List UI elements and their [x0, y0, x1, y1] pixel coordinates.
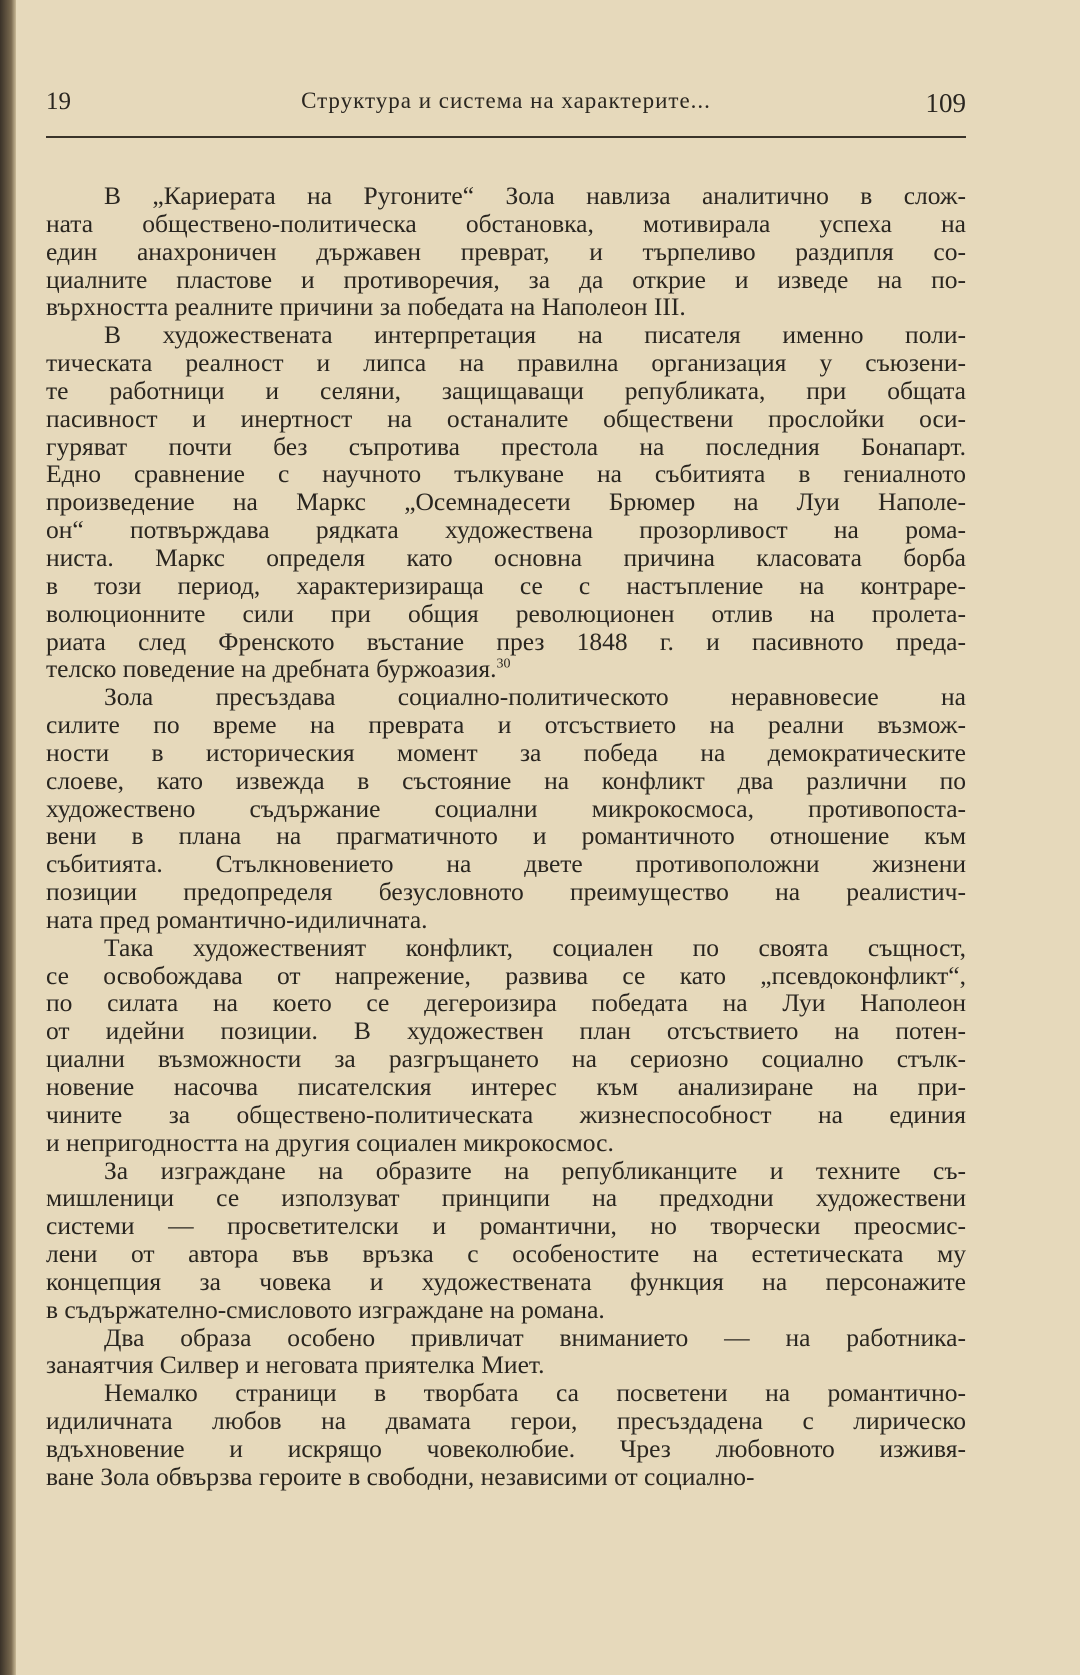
text-line: ности в историческия момент за победа на демократическите: [46, 737, 966, 767]
paragraph: [46, 683, 966, 934]
text-line: циални възможности за разгръщането на сериозно социално стълк-: [46, 1044, 966, 1074]
text-line: В художествената интерпретация на писателя именно поли-: [104, 320, 966, 350]
text-line: гуряват почти без съпротива престола на последния Бонапарт.: [46, 431, 966, 461]
text-line: чините за обществено-политическата жизнеспособност на единия: [46, 1099, 966, 1129]
text-line: он“ потвърждава рядката художествена прозорливост на рома-: [46, 515, 966, 545]
text-line: от идейни позиции. В художествен план отсъствието на потен-: [46, 1016, 966, 1046]
text-line: В „Кариерата на Ругоните“ Зола навлиза аналитично в слож-: [104, 181, 966, 210]
text-line: занаятчия Силвер и неговата приятелка Миет.: [46, 1350, 545, 1380]
running-title: Структура и система на характерите...: [301, 88, 711, 113]
text-line: ване Зола обвързва героите в свободни, независими от социално-: [46, 1461, 755, 1491]
paragraph: [46, 1157, 966, 1324]
text-line: Два образа особено привличат вниманието — на работника-: [104, 1322, 966, 1352]
book-spine-edge: [0, 0, 16, 1675]
chapter-number: 19: [46, 88, 71, 115]
text-line: вени в плана на прагматичното и романтичното отношение към: [46, 821, 966, 851]
text-line: по силата на което се дегероизира победата на Луи Наполеон: [46, 988, 966, 1018]
text-line: върхността реалните причини за победата на Наполеон III.: [46, 292, 686, 322]
text-line: в този период, характеризираща се с настъпление на контраре-: [46, 570, 966, 600]
text-line: се освобождава от напрежение, развива се като „псевдоконфликт“,: [46, 960, 966, 990]
footnote-reference: 30: [496, 656, 511, 672]
text-line: и непригодността на другия социален микрокосмос.: [46, 1127, 614, 1157]
paragraph: [46, 182, 966, 321]
text-line: ната пред романтично-идиличната.: [46, 904, 428, 934]
text-line: циалните пластове и противоречия, за да открие и изведе на по-: [46, 264, 966, 294]
text-line: Едно сравнение с научното тълкуване на събитията в гениалното: [46, 459, 966, 489]
text-line: концепция за човека и художествената функция на персонажите: [46, 1266, 966, 1296]
text-line: риата след Френското въстание през 1848 г. и пасивното преда-: [46, 626, 966, 656]
text-line: мишленици се използуват принципи на предходни художествени: [46, 1183, 966, 1213]
text-line: ниста. Маркс определя като основна причина класовата борба: [46, 542, 966, 572]
page-number: 109: [925, 88, 966, 118]
text-line: силите по време на преврата и отсъствието на реални възмож-: [46, 710, 966, 740]
text-line: ната обществено-политическа обстановка, мотивирала успеха на: [46, 208, 966, 238]
text-line: позиции предопределя безусловното преимущество на реалистич-: [46, 877, 966, 907]
text-line: събитията. Стълкновението на двете противоположни жизнени: [46, 849, 966, 879]
text-line: слоеве, като извежда в състояние на конфликт два различни по: [46, 765, 966, 795]
text-line: новение насочва писателския интерес към анализиране на при-: [46, 1072, 966, 1101]
running-header: [46, 88, 966, 122]
text-line: Така художественият конфликт, социален по своята същност,: [104, 932, 966, 962]
text-line: пасивност и инертност на останалите обществени прослойки оси-: [46, 403, 966, 433]
body-text: [46, 182, 966, 1491]
text-line: произведение на Маркс „Осемнадесети Брюмер на Луи Наполе-: [46, 487, 966, 517]
text-line: вдъхновение и искрящо човеколюбие. Чрез любовното изживя-: [46, 1433, 966, 1463]
paragraph: [46, 321, 966, 683]
text-line: Зола пресъздава социално-политическото неравновесие на: [104, 682, 966, 712]
paragraph: [46, 934, 966, 1157]
text-line: в съдържателно-смисловото изграждане на романа.: [46, 1294, 605, 1324]
text-line: идиличната любов на двамата герои, пресъздадена с лирическо: [46, 1406, 966, 1436]
text-line: Немалко страници в творбата са посветени на романтично-: [104, 1378, 966, 1408]
text-line: те работници и селяни, защищаващи републиката, при общата: [46, 375, 966, 405]
text-line: един анахроничен държавен преврат, и търпеливо раздипля со-: [46, 236, 966, 266]
text-line: волюционните сили при общия революционен отлив на пролета-: [46, 598, 966, 628]
text-line: телско поведение на дребната буржоазия.$^{30}$: [46, 654, 511, 684]
text-line: лени от автора във връзка с особеностите на естетическата му: [46, 1239, 966, 1269]
paragraph: [46, 1379, 966, 1490]
header-rule: [46, 136, 966, 138]
text-line: тическата реалност и липса на правилна организация у съюзени-: [46, 348, 966, 378]
text-line: системи — просветителски и романтични, но творчески преосмис-: [46, 1211, 966, 1241]
text-line: За изграждане на образите на републиканците и техните съ-: [104, 1155, 966, 1185]
text-line: художествено съдържание социални микрокосмоса, противопоста-: [46, 793, 966, 823]
paragraph: [46, 1324, 966, 1380]
